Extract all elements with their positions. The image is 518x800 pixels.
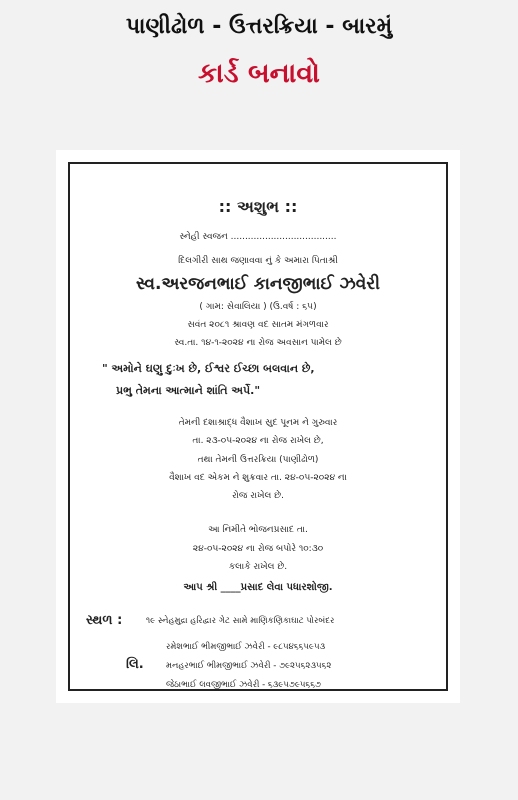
samvat-date: સવંત ૨૦૮૧ શ્રાવણ વદ સાતમ મંગળવાર xyxy=(187,320,329,330)
venue-label: સ્થળ : xyxy=(86,613,123,628)
sender-label: લિ. xyxy=(126,657,144,672)
ritual-line-4: વૈશાખ વદ એકમ ને શુક્રવાર તા. ૨૪-૦૫-૨૦૨૪ ના xyxy=(169,473,347,483)
intro-line: દિલગીરી સાથ જણાવવા નું કે અમારા પિતાશ્રી xyxy=(178,256,338,266)
ritual-line-2: તા. ૨૩-૦૫-૨૦૨૪ ના રોજ રાખેલ છે, xyxy=(192,436,324,446)
venue-text: ૧૯ સ્નેહમુદ્રા હરિદ્વાર ગેટ સામે માણિકણિકાઘાટ પોરબંદર xyxy=(146,616,335,626)
card-frame xyxy=(68,162,448,691)
meal-line-1: આ નિમીતે ભોજનપ્રસાદ તા. xyxy=(208,525,308,535)
sender-3: જેઠાભાઈ લવજીભાઈ ઝવેરી - ૬૩૯૫૭૯૫૬૬૭ xyxy=(166,680,321,690)
meal-line-2: ૨૪-૦૫-૨૦૨૪ ના રોજ બપોરે ૧૦:૩૦ xyxy=(192,544,324,554)
deceased-name: સ્વ.અરજનભાઈ કાનજીભાઈ ઝવેરી xyxy=(135,274,380,294)
village-age: ( ગામ: સેવાલિયા ) (ઉ.વર્ષ : ૬૫) xyxy=(199,302,317,312)
page-header xyxy=(0,0,518,128)
death-date: સ્વ.તા. ૧૪-૧-૨૦૨૪ ના રોજ અવસાન પામેલ છે xyxy=(174,338,342,348)
quote-line-1: " અમોને ઘણુ દુઃખ છે, ઈશ્વર ઈચ્છા બલવાન છે, xyxy=(102,362,315,375)
ritual-line-3: તથા તેમની ઉત્તરક્રિયા (પાણીઢોળ) xyxy=(197,455,319,465)
page-subtitle: કાર્ડ બનાવો xyxy=(198,58,320,89)
ritual-line-1: તેમની દશાશ્રાદ્ધ વૈશાખ સુદ પૂનમ ને ગુરુવાર xyxy=(178,418,338,428)
invitation-card xyxy=(56,150,460,703)
ritual-line-5: રોજ રાખેલ છે. xyxy=(231,491,285,501)
quote-line-2: પ્રભુ તેમના આત્માને શાંતિ અર્પે." xyxy=(116,384,261,397)
invite-line: આપ શ્રી ____પ્રસાદ લેવા પધારશોજી. xyxy=(183,582,333,593)
greeting: સ્નેહી સ્વજન ..................................... xyxy=(179,232,337,242)
sender-1: રમેશભાઈ ભીમજીભાઈ ઝવેરી - ૯૮૫૪૬૬૫૯૫૩ xyxy=(166,642,326,652)
page-title: પાણીઢોળ - ઉત્તરક્રિયા - બારમું xyxy=(125,14,393,39)
card-title: :: અશુભ :: xyxy=(218,197,298,216)
sender-2: મનહરભાઈ ભીમજીભાઈ ઝવેરી - ૭૯૨૫૬૨૩૫૬૨ xyxy=(166,661,332,671)
meal-line-3: કલાકે રાખેલ છે. xyxy=(228,562,288,572)
